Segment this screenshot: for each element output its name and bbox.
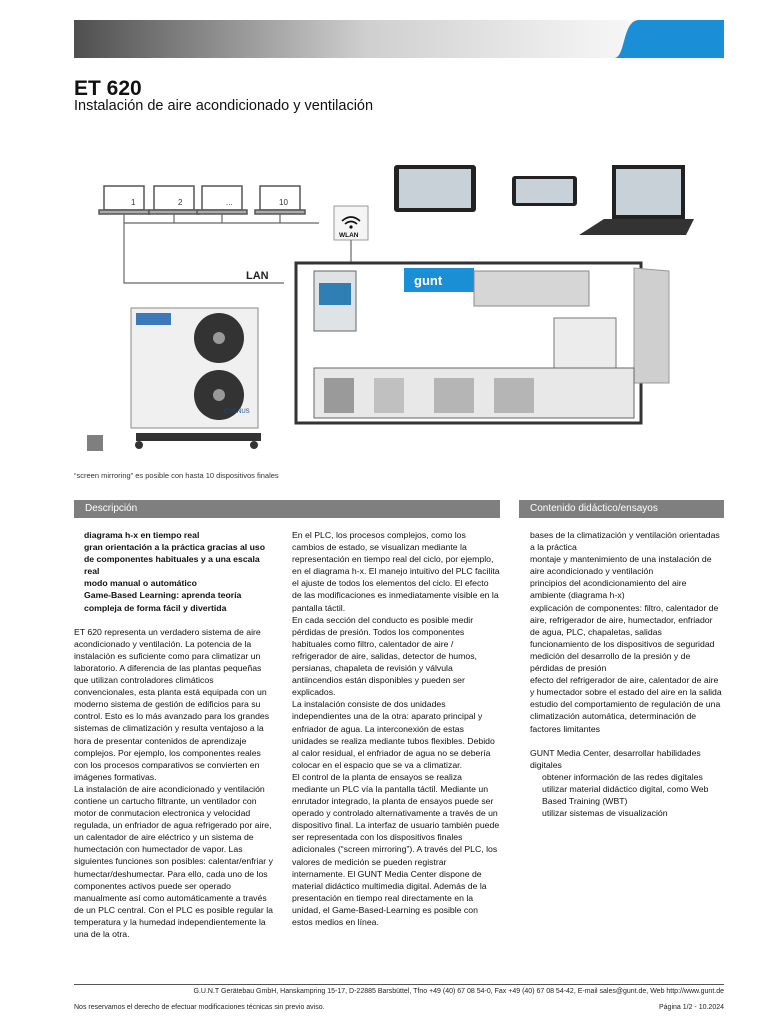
media-center-item: GUNT Media Center, desarrollar habilidades digitales — [530, 747, 701, 770]
section-header-descripcion: Descripción — [74, 500, 500, 518]
learning-item: montaje y mantenimiento de una instalación de aire acondicionado y ventilación — [530, 554, 712, 577]
descripcion-column-1 — [74, 529, 276, 940]
monitor-label-2: 2 — [178, 198, 183, 207]
footer-company: G.U.N.T Gerätebau GmbH, Hanskampring 15-17, D-22885 Barsbüttel, Tfno +49 (40) 67 08 54-0, Fax +49 (40) 67 08 54-42, E-mail sales@gunt.de, Web http://www.gunt.de — [193, 988, 724, 995]
footer-divider — [74, 984, 724, 985]
body-paragraph: En cada sección del conducto es posible medir pérdidas de presión. Todos los componentes habituales como filtro, calentador de aire / refrigerador de aire, salidas, detector de humos, persianas, chapaleta de revisión y válvula antiincendios están disponibles y pueden ser explicados. — [292, 614, 477, 698]
page-title: ET 620 — [74, 77, 142, 100]
feature-item: Game-Based Learning: aprenda teoría compleja de forma fácil y divertida — [84, 590, 242, 613]
learning-item: principios del acondicionamiento del aire ambiente (diagrama h-x) — [530, 578, 687, 601]
media-center-subitem: utilizar material didáctico digital, como Web Based Training (WBT) — [542, 783, 709, 806]
product-figure — [74, 143, 724, 463]
header-banner — [74, 20, 724, 58]
learning-item: bases de la climatización y ventilación orientadas a la práctica — [530, 530, 720, 553]
body-paragraph: ET 620 representa un verdadero sistema de aire acondicionado y ventilación. La potencia de la instalación es suficiente como para climatizar un laboratorio. A diferencia de las plantas pequeñas que utilizan controladores climáticos convencionales, esta planta está equipada con un moderno sistema de gestión de edificios para su control. Esto es lo más avanzado para los grandes sistemas de climatización y resulta ventajoso a la hora de presentar contenidos de aprendizaje complejos. Por ejemplo, los componentes reales con los procesos comparativos se convierten en imágenes formativas. — [74, 626, 270, 782]
monitor-label-4: 10 — [279, 198, 288, 207]
feature-item: diagrama h-x en tiempo real — [84, 530, 200, 540]
learning-item: explicación de componentes: filtro, calentador de aire, refrigerador de aire, humectador, enfriador de agua, PLC, chapaletas, salidas — [530, 602, 719, 637]
learning-item: medición del desarrollo de la presión y de pérdidas de presión — [530, 650, 691, 674]
learning-item: estudio del comportamiento de regulación de una climatización automática, determinación de factores limitantes — [530, 699, 721, 734]
figure-caption: “screen mirroring” es posible con hasta 10 dispositivos finales — [74, 471, 279, 480]
section-header-contenido: Contenido didáctico/ensayos — [519, 500, 724, 518]
page-subtitle: Instalación de aire acondicionado y ventilación — [74, 98, 374, 114]
wlan-label: WLAN — [339, 232, 359, 239]
footer-page-number: Página 1/2 - 10.2024 — [659, 1004, 724, 1011]
learning-item: funcionamiento de los dispositivos de seguridad — [530, 638, 715, 649]
contenido-column — [530, 529, 724, 819]
body-paragraph: La instalación de aire acondicionado y ventilación contiene un cartucho filtrante, un ventilador con motor de conmutacion electronica y velocidad regulada, un enfriador de agua refrigerado por aire, un calentador de aire eléctrico y un sistema de humectación con humectador de vapor. Las siguientes funciones son posibles: calentar/enfriar y humectar/deshumectar. Para ello, cada uno de los componentes activos puede ser operado manualmente así como automáticamente a través de un PLC central. Con el PLC es posible regular la temperatura y la humedad independientemente la una de la otra. — [74, 783, 273, 939]
lan-label: LAN — [246, 270, 269, 282]
feature-item: modo manual o automático — [84, 578, 197, 589]
learning-item: efecto del refrigerador de aire, calentador de aire y humectador sobre el estado del aire en la salida — [530, 675, 722, 698]
body-paragraph: La instalación consiste de dos unidades independientes una de la otra: aparato principal y enfriador de agua. La interconexión de estas unidades se realiza mediante tubos flexibles. Debido al calor residual, el enfriador de agua no se debería colocar en el espacio que se va a climatizar. — [292, 699, 495, 770]
feature-item: gran orientación a la práctica gracias al uso de componentes habituales y a una escala real — [84, 542, 266, 577]
media-center-subitem: utilizar sistemas de visualización — [542, 808, 668, 819]
water-chiller-unit — [131, 308, 261, 449]
media-center-subitem: obtener información de las redes digitales — [542, 771, 703, 782]
monitor-label-3: ... — [226, 198, 233, 207]
descripcion-column-2 — [292, 529, 500, 928]
body-paragraph: El control de la planta de ensayos se realiza mediante un PLC vía la pantalla táctil. Mediante un enrutador integrado, la planta de ensayos puede ser operado y controlado alternativamente a través de un dispositivo final. La interfaz de usuario también puede ser representada con los dispositivos finales adicionales (“screen mirroring”). A través del PLC, los valores de medición se pueden registrar internamente. El GUNT Media Center dispone de material didáctico multimedia digital. Además de la presentación en tiempo real directamente en la unidad, el Game-Based-Learning es posible con estos medios en línea. — [292, 771, 500, 927]
gray-square-marker — [87, 435, 103, 451]
monitor-label-1: 1 — [131, 198, 136, 207]
body-paragraph: En el PLC, los procesos complejos, como los cambios de estado, se visualizan mediante la representación en tiempo real del ciclo, por ejemplo, en el diagrama h-x. El manejo intuitivo del PLC facilita el ajuste de todos los elementos del ciclo. El efecto de las modificaciones es inmediatamente visible en la pantalla táctil. — [292, 530, 500, 613]
chiller-brand: CYGNUS — [224, 409, 250, 415]
monitor-1 — [99, 186, 305, 214]
svg-text:gunt: gunt — [414, 273, 443, 288]
footer-disclaimer: Nos reservamos el derecho de efectuar modificaciones técnicas sin previo aviso. — [74, 1004, 325, 1011]
